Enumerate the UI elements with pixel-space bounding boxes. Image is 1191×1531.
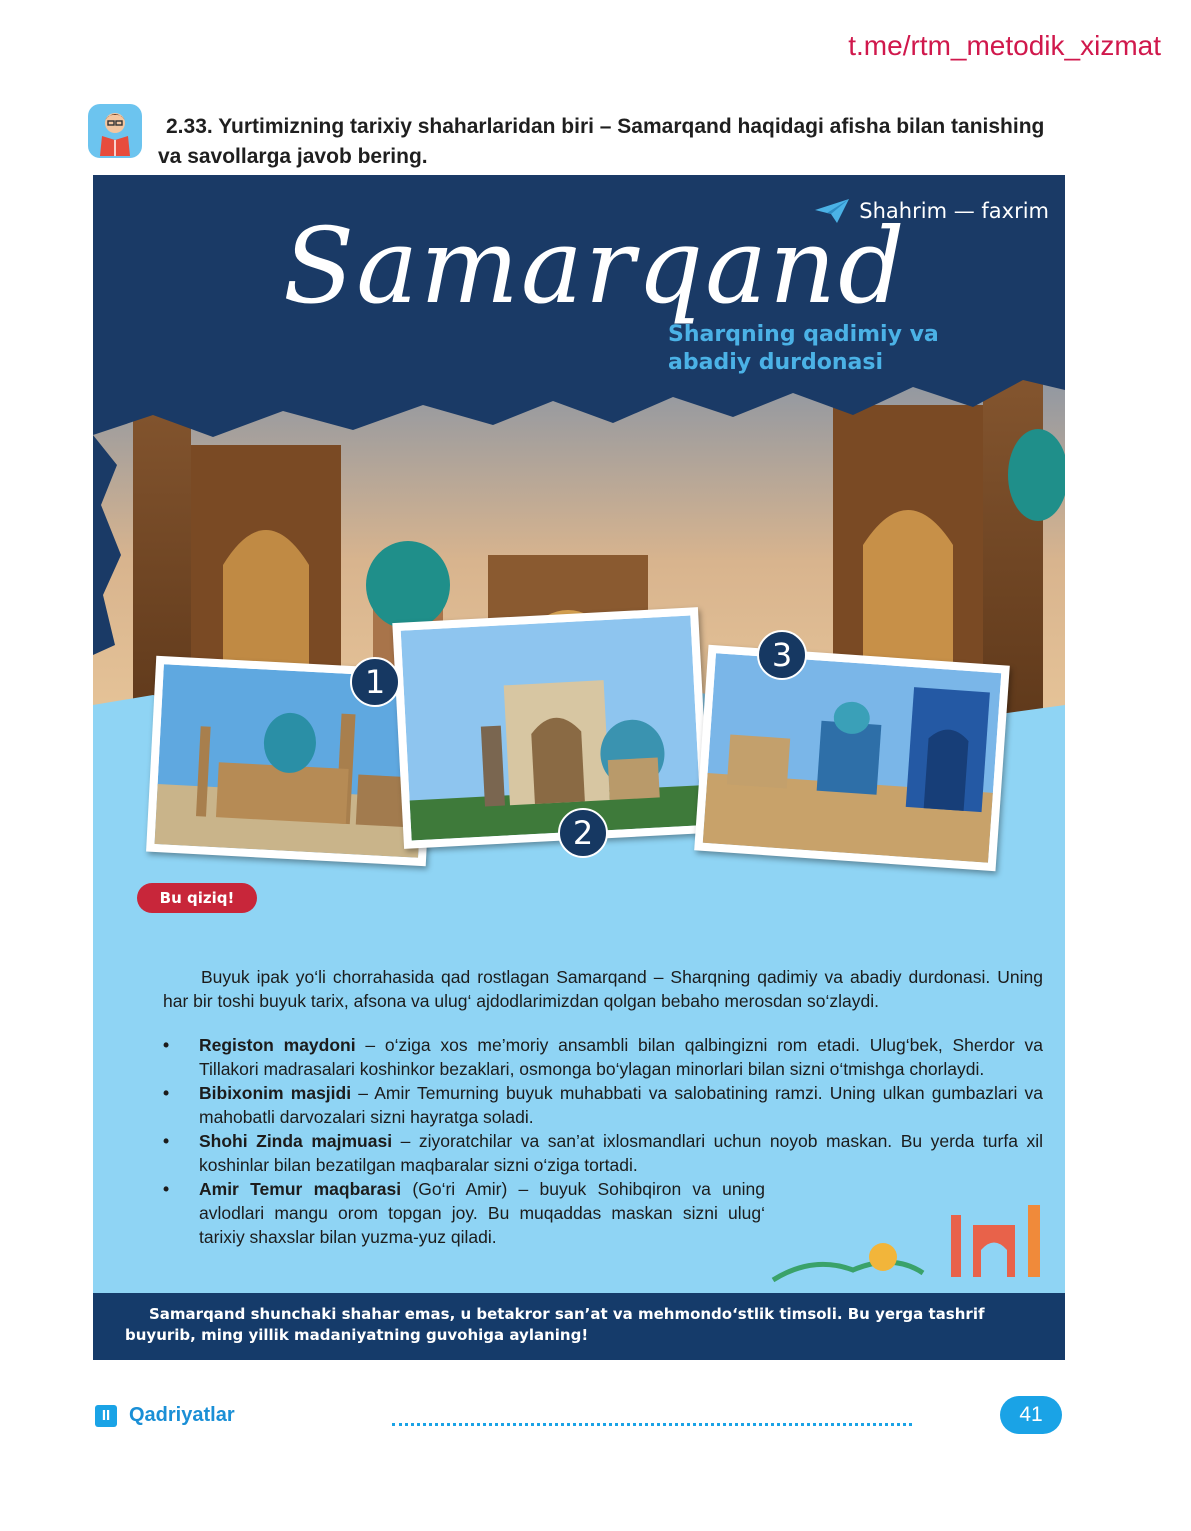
closing-band [93, 1293, 1065, 1360]
photo-badge-2: 2 [558, 808, 608, 858]
photo-badge-3: 3 [757, 630, 807, 680]
attractions-list [163, 1033, 1043, 1249]
poster-title: Samarqand [283, 205, 907, 327]
list-item [163, 1177, 765, 1249]
task-statement [158, 112, 1058, 172]
photo-3-image [703, 653, 1002, 862]
photo-bibi-khanym [392, 607, 709, 849]
task-number: 2.33. [166, 115, 213, 138]
chapter-label [95, 1404, 235, 1427]
interesting-fact-badge: Bu qiziq! [137, 883, 257, 913]
task-text: Yurtimizning tarixiy shaharlaridan biri – Samarqand haqidagi afisha bilan tanishing va savollarga javob bering. [158, 115, 1045, 168]
photo-2-image [401, 616, 702, 841]
chapter-mark: II [95, 1405, 117, 1427]
photo-badge-1: 1 [350, 657, 400, 707]
poster-subtitle: Sharqning qadimiy va abadiy durdonasi [668, 322, 939, 375]
page-number: 41 [1000, 1396, 1062, 1434]
list-item [163, 1033, 1043, 1081]
closing-text: Samarqand shunchaki shahar emas, u betakror san’at va mehmondo‘stlik timsoli. Bu yerga tashrif buyurib, ming yillik madaniyatning guvohiga aylaning! [125, 1305, 985, 1344]
attraction-name: Amir Temur maqbarasi [199, 1179, 402, 1199]
attraction-name: Registon maydoni [199, 1035, 356, 1055]
attraction-name: Shohi Zinda majmuasi [199, 1131, 393, 1151]
poster-body [163, 965, 1043, 1249]
attraction-description: (Go‘ri Amir) – buyuk Sohibqiron va uning avlodlari mangu orom topgan joy. Bu muqaddas maskan sizni ulug‘ tarixiy shaxslar bilan yuzma-yuz qiladi. [199, 1179, 766, 1247]
attraction-name: Bibixonim masjidi [199, 1083, 352, 1103]
dotted-divider [392, 1404, 912, 1426]
attraction-description: – Amir Temurning buyuk muhabbati va salobatining ramzi. Uning ulkan gumbazlari va mahobatli darvozalari sizni hayratga soladi. [199, 1083, 1043, 1127]
photo-shohi-zinda [694, 645, 1010, 872]
attraction-description: – o‘ziga xos me’moriy ansambli bilan qalbingizni rom etadi. Ulug‘bek, Sherdor va Tillakori madrasalari koshinkor bezaklari, osmonga bo‘ylagan minorlari bilan sizni o‘tmishga chorlaydi. [199, 1035, 1044, 1079]
attraction-description: – ziyoratchilar va san’at ixlosmandlari uchun noyob maskan. Bu yerda turfa xil koshinlar bilan bezatilgan maqbaralar sizni o‘ziga tortadi. [199, 1131, 1043, 1175]
tagline-text: Shahrim — faxrim [859, 199, 1049, 223]
samarkand-poster [93, 175, 1065, 1360]
intro-paragraph: Buyuk ipak yo‘li chorrahasida qad rostlagan Samarqand – Sharqning qadimiy va abadiy durdonasi. Uning har bir toshi buyuk tarix, afsona va ulug‘ ajdodlarimizdan qolgan bebaho merosdan so‘zlaydi. [163, 967, 1043, 1011]
channel-link[interactable]: t.me/rtm_metodik_xizmat [848, 30, 1161, 61]
reading-student-icon [88, 104, 142, 158]
list-item [163, 1129, 1043, 1177]
chapter-name: Qadriyatlar [129, 1404, 235, 1426]
list-item [163, 1081, 1043, 1129]
